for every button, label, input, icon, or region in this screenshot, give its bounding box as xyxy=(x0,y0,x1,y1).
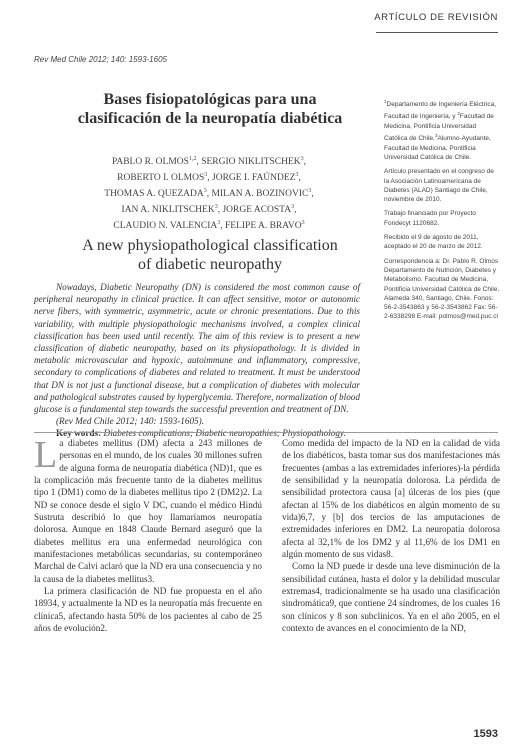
affiliation-mark: 3 xyxy=(217,219,221,226)
article-title-spanish xyxy=(60,90,360,128)
affiliation-mark: 3 xyxy=(203,187,207,194)
keywords-text: Diabetes complications; Diabetic neuropathies; Physiopathology. xyxy=(101,428,346,439)
author-line: THOMAS A. QUEZADA$^3$, MILAN A. BOZINOVIC$^3$, xyxy=(104,187,314,200)
drop-cap: L xyxy=(34,434,58,476)
body-column-right xyxy=(282,437,500,635)
author-line: CLAUDIO N. VALENCIA$^3$, FELIPE A. BRAVO$^3$ xyxy=(113,219,305,231)
affiliation-mark: 3 xyxy=(300,156,304,162)
body-paragraph: La primera clasificación de ND fue propuesta en el año 18934, y actualmente la ND es la neuropatía más frecuente en clínica5, afectando hasta 50% de los pacientes al cabo de 25 años de evolución2. xyxy=(34,586,262,634)
article-title-english xyxy=(60,236,360,274)
affiliation-mark: 3 xyxy=(301,219,305,226)
body-paragraph: Como medida del impacto de la ND en la calidad de vida de los diabéticos, basta tomar sus dos manifestaciones más frecuentes (ambas a las extremidades inferiores)-la pérdida de sensibilidad y la neuropatía dolorosa. La pérdida de sensibilidad protectora causa [a] úlceras de los pies (que afectan al 15% de los diabéticos en algún momento de su vida)6,7, y [b] dos tercios de las amputaciones de extremidades inferiores en DM2. La neuropatía dolorosa afecta al 32,1% de los DM2 y al 11,6% de los DM1 en algún momento de sus vidas8. xyxy=(282,438,500,560)
sidebar-note: Recibido el 9 de agosto de 2011, aceptado el 20 de marzo de 2012. xyxy=(384,234,483,251)
sidebar-note: $^1$Departamento de Ingeniería Eléctrica, Facultad de Ingeniería, y $^2$Facultad de Medicina, Pontificia Universidad Católica de Chile.$^3$Alumno-Ayudante, Facultad de Medicina, Pontificia Universidad Católica de Chile. xyxy=(384,99,496,161)
section-divider xyxy=(34,432,498,433)
affiliation-mark: 3 xyxy=(308,187,312,194)
abstract xyxy=(34,281,360,440)
author-line: IAN A. NIKLITSCHEK$^3$, JORGE ACOSTA$^3$, xyxy=(121,203,297,216)
abstract-text: Nowadays, Diabetic Neuropathy (DN) is considered the most common cause of peripheral neuropathy in clinical practice. It can affect sensitive, motor or autonomic nerve fibers, with symmetric, asymmetric, acute or chronic presentations. Due to this variability, with multiple physiopathologic mechanisms involved, a complex clinical classification has been used until recently. The aim of this review is to present a new classification of diabetic neuropathy, based on its physiopathology. It is divided in metabolic microvascular and hypoxic, autoimmune and inflammatory, compressive, secondary to complications of diabetes and related to treatment. It must be understood that DN is not just a functional disease, but a complication of diabetes with molecular and pathological substrates caused by hyperglycemia. Therefore, normalization of blood glucose is a fundamental step towards the successful prevention and treatment of DN. xyxy=(34,282,360,415)
affiliation-mark: 3 xyxy=(295,171,299,178)
affiliation-mark: 3 xyxy=(204,171,208,178)
sidebar-note: Artículo presentado en el congreso de la Asociación Latinoamericana de Diabetes (ALAD) Santiago de Chile, noviembre de 2010. xyxy=(384,168,494,204)
journal-reference: Rev Med Chile 2012; 140: 1593-1605 xyxy=(34,55,167,64)
affiliation-mark: 1,2 xyxy=(188,156,197,162)
affiliations-sidebar xyxy=(384,97,500,327)
author-list xyxy=(84,153,334,233)
body-column-left xyxy=(34,434,262,635)
author-line: PABLO R. OLMOS$^{1,2}$, SERGIO NIKLITSCHEK$^3$, xyxy=(111,156,307,168)
title-line: Bases fisiopatológicas para una xyxy=(103,91,317,108)
header-rule xyxy=(376,32,498,33)
abstract-citation: (Rev Med Chile 2012; 140: 1593-1605). xyxy=(56,416,204,427)
sidebar-note: Trabajo financiado por Proyecto Fondecyt 1120682. xyxy=(384,210,476,227)
title-line: A new physiopathological classification xyxy=(82,237,338,254)
sidebar-note: Correspondencia a: Dr. Pablo R. Olmos Departamento de Nutrición, Diabetes y Metabolismo. Facultad de Medicina, Pontificia Universidad Católica de Chile. Alameda 340, Santiago, Chile. Fonos: 56-2-3543863 y 56-2-3543862 Fax: 56-2-6338298 E-mail: polmos@med.puc.cl xyxy=(384,257,500,321)
body-paragraph: Como la ND puede ir desde una leve disminución de la sensibilidad cutánea, hasta el dolor y la debilidad muscular extremas4, tradicionalmente se ha usado una clasificación sindromática9, que contiene 24 síndromes, de los cuales 16 son clínicos y 8 son subclínicos. Ya en el año 2005, en el contexto de avances en el conocimiento de la ND, xyxy=(282,561,500,634)
keywords-label: Key words: xyxy=(56,428,102,439)
author-line: ROBERTO I. OLMOS$^3$, JORGE I. FAÚNDEZ$^3$, xyxy=(117,171,301,184)
title-line: of diabetic neuropathy xyxy=(138,256,282,273)
section-label: ARTÍCULO DE REVISIÓN xyxy=(374,12,498,23)
body-paragraph: La diabetes mellitus (DM) afecta a 243 millones de personas en el mundo, de los cuales 30 millones sufren de alguna forma de neuropatía diabética (ND)1, que es la complicación más frecuente tanto de la diabetes mellitus tipo 1 (DM1) como de la diabetes mellitus tipo 2 (DM2)2. La ND se conoce desde el siglo V DC, cuando el médico Hindú Sustruta describió lo que hoy llamaríamos neuropatía dolorosa. Aunque en 1848 Claude Bernard aseguró que la diabetes mellitus era una enfermedad neurológica con manifestaciones metabólicas secundarias, su contemporáneo Marchal de Calvi aclaró que la ND era una consecuencia y no la causa de la diabetes mellitus3. xyxy=(34,434,262,584)
affiliation-mark: 3 xyxy=(291,203,295,210)
page-number: 1593 xyxy=(473,728,498,740)
affiliation-mark: 3 xyxy=(214,203,218,210)
title-line: clasificación de la neuropatía diabética xyxy=(77,110,343,127)
